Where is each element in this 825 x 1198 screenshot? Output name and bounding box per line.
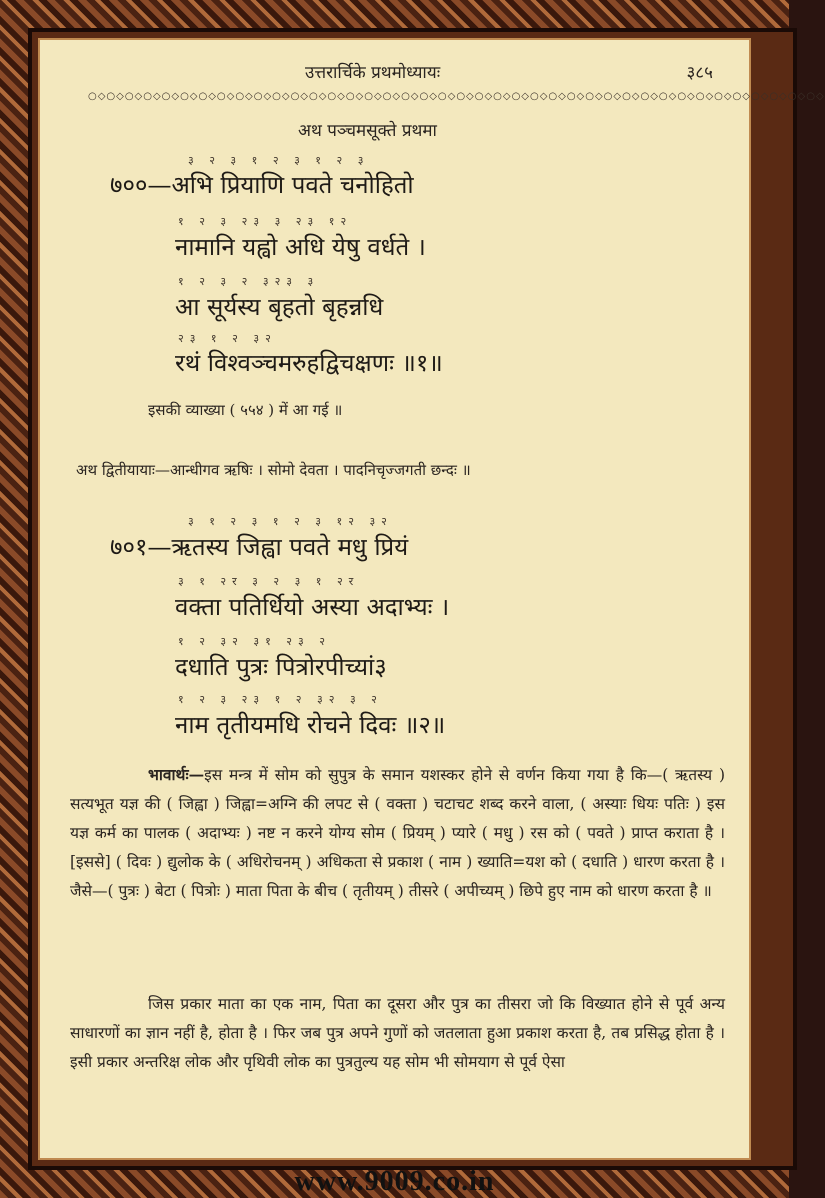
verse-line: रथं विश्वञ्चमरुहद्विचक्षणः ॥१॥ xyxy=(175,349,443,377)
verse-line: ७००—अभि प्रियाणि पवते चनोहितो xyxy=(110,171,414,199)
accent-marks: २३ १ २ ३२ xyxy=(178,332,277,345)
running-head xyxy=(40,60,749,90)
accent-marks: १ २ ३२ ३१ २३ २ xyxy=(178,635,331,648)
verse-line: आ सूर्यस्य बृहतो बृहन्नधि xyxy=(175,293,384,321)
running-title: उत्तरार्चिके प्रथमोध्यायः xyxy=(305,63,441,83)
book-page xyxy=(38,38,825,1160)
verse-line: दधाति पुत्रः पित्रोरपीच्यां३ xyxy=(175,653,387,681)
accent-marks: १ २ ३ २ ३२३ ३ xyxy=(178,275,320,288)
verse-line: ७०१—ऋतस्य जिह्वा पवते मधु प्रियं xyxy=(110,533,409,561)
verse-line: नामानि यह्वो अधि येषु वर्धते । xyxy=(175,233,426,261)
explanation-paragraph: जिस प्रकार माता का एक नाम, पिता का दूसरा और पुत्र का तीसरा जो कि विख्यात होने से पूर्व अन्य साधारणों का ज्ञान नहीं है, होता है । फिर जब पुत्र अपने गुणों को जतलाता हुआ प्रकाश करता है, तब प्रसिद्ध होता है । इसी प्रकार अन्तरिक्ष लोक और पृथिवी लोक का पुत्रतुल्य यह सोम भी सोमयाग से पूर्व ऐसा xyxy=(70,995,725,1071)
verse-line: वक्ता पतिर्धियो अस्या अदाभ्यः । xyxy=(175,593,450,621)
bhavartha-text: इस मन्त्र में सोम को सुपुत्र के समान यशस्कर होने से वर्णन किया गया है कि—( ऋतस्य ) सत्यभूत यज्ञ की ( जिह्वा ) जिह्वा=अग्नि की लपट से ( वक्ता ) चटाचट शब्द करने वाला, ( अस्याः धियः पतिः ) इस यज्ञ कर्म का पालक ( अदाभ्यः ) नष्ट न करने योग्य सोम ( प्रियम् ) प्यारे ( मधु ) रस को ( पवते ) प्राप्त कराता है । [इससे] ( दिवः ) द्युलोक के ( अधिरोचनम् ) अधिकता से प्रकाश ( नाम ) ख्याति=यश को ( दधाति ) धारण करता है । जैसे—( पुत्रः ) बेटा ( पित्रोः ) माता पिता के बीच ( तृतीयम् ) तीसरे ( अपीच्यम् ) छिपे हुए नाम को धारण करता है ॥ xyxy=(70,766,725,900)
section-heading: अथ पञ्चमसूक्ते प्रथमा xyxy=(298,121,437,141)
accent-marks: ३ २ ३ १ २ ३ १ २ ३ xyxy=(188,154,370,167)
accent-marks: १ २ ३ २३ १ २ ३२ ३ २ xyxy=(178,693,383,706)
accent-marks: ३ १ २ ३ १ २ ३ १२ ३२ xyxy=(188,515,393,528)
footer-strip xyxy=(0,1162,789,1198)
accent-marks: १ २ ३ २३ ३ २३ १२ xyxy=(178,215,353,228)
rishi-devata-line: अथ द्वितीयायाः—आन्धीगव ऋषिः । सोमो देवता । पादनिचृज्जगती छन्दः ॥ xyxy=(76,461,471,479)
accent-marks: ३ १ २र ३ २ ३ १ २र xyxy=(178,575,360,588)
ornament-rule: ○◇○◇○◇○◇○◇○◇○◇○◇○◇○◇○◇○◇○◇○◇○◇○◇○◇○◇○◇○◇○◇○◇○◇○◇○◇○◇○◇○◇○◇○◇○◇○◇○◇○◇○◇○◇○◇○◇○◇○◇ xyxy=(88,91,825,102)
page-number: ३८५ xyxy=(686,63,713,83)
cross-reference-note: इसकी व्याख्या ( ५५४ ) में आ गई ॥ xyxy=(148,401,343,419)
website-watermark: www.9009.co.in xyxy=(294,1166,495,1197)
bhavartha-paragraph xyxy=(70,760,725,906)
verse-line: नाम तृतीयमधि रोचने दिवः ॥२॥ xyxy=(175,711,446,739)
bhavartha-label: भावार्थः— xyxy=(148,765,205,784)
